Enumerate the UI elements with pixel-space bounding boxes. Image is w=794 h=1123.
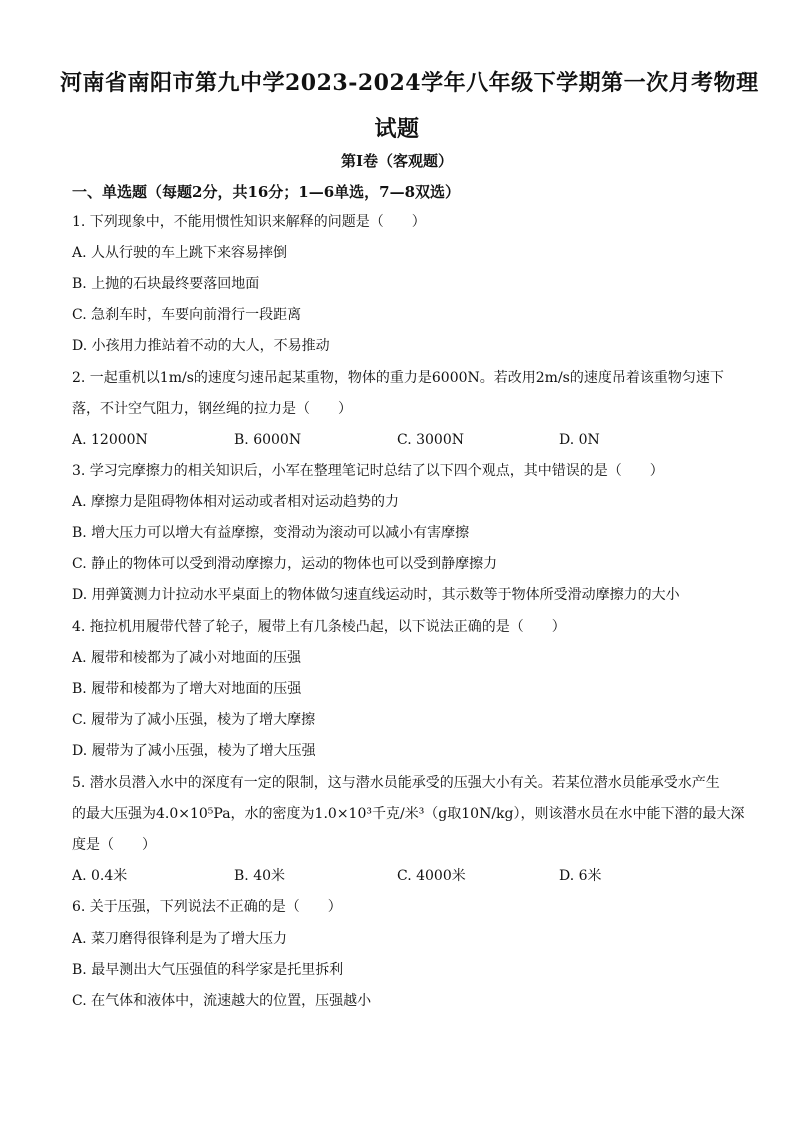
q2-option-d: D. 0N [559,432,600,448]
q6-option-a: A. 菜刀磨得很锋利是为了增大压力 [72,931,288,947]
q2-stem-line2: 落，不计空气阻力，钢丝绳的拉力是（ ） [72,401,352,417]
q2-option-b: B. 6000N [234,432,302,448]
q5-options [72,866,722,886]
q3-option-d: D. 用弹簧测力计拉动水平桌面上的物体做匀速直线运动时，其示数等于物体所受滑动摩擦力的大小 [72,587,680,603]
q4-option-c: C. 履带为了减小压强，棱为了增大摩擦 [72,712,316,728]
q1-option-a: A. 人从行驶的车上跳下来容易摔倒 [72,245,288,261]
q4-option-b: B. 履带和棱都为了增大对地面的压强 [72,681,302,697]
q2-stem-line1: 2. 一起重机以1m/s的速度匀速吊起某重物，物体的重力是6000N。若改用2m/s的速度吊着该重物匀速下 [72,370,724,386]
q5-option-c: C. 4000米 [397,868,466,884]
q1-option-b: B. 上抛的石块最终要落回地面 [72,276,260,292]
q5-stem-line2: 的最大压强为4.0×10⁵Pa，水的密度为1.0×10³千克/米³（g取10N/kg），则该潜水员在水中能下潜的最大深 [72,806,745,822]
q2-option-c: C. 3000N [397,432,464,448]
q5-option-a: A. 0.4米 [72,868,128,884]
q3-option-a: A. 摩擦力是阻碍物体相对运动或者相对运动趋势的力 [72,494,400,510]
q5-option-d: D. 6米 [559,868,602,884]
q1-option-d: D. 小孩用力推站着不动的大人，不易推动 [72,338,330,354]
q5-option-b: B. 40米 [234,868,286,884]
q2-option-a: A. 12000N [72,432,148,448]
q1-option-c: C. 急刹车时，车要向前滑行一段距离 [72,307,302,323]
exam-title-line1: 河南省南阳市第九中学2023-2024学年八年级下学期第一次月考物理 [60,70,759,96]
q4-option-a: A. 履带和棱都为了减小对地面的压强 [72,650,302,666]
q5-stem-line3: 度是（ ） [72,837,156,853]
exam-title-line2: 试题 [374,116,420,142]
q2-options [72,430,722,450]
q3-option-b: B. 增大压力可以增大有益摩擦，变滑动为滚动可以减小有害摩擦 [72,525,470,541]
q3-stem: 3. 学习完摩擦力的相关知识后，小军在整理笔记时总结了以下四个观点，其中错误的是（ ） [72,463,664,479]
q6-option-c: C. 在气体和液体中，流速越大的位置，压强越小 [72,993,372,1009]
section-heading: 一、单选题（每题2分，共16分；1—6单选，7—8双选） [72,183,461,201]
q1-stem: 1. 下列现象中，不能用惯性知识来解释的问题是（ ） [72,214,426,230]
q4-option-d: D. 履带为了减小压强，棱为了增大压强 [72,743,316,759]
q6-option-b: B. 最早测出大气压强值的科学家是托里拆利 [72,962,344,978]
volume-subtitle: 第Ⅰ卷（客观题） [340,152,454,170]
q3-option-c: C. 静止的物体可以受到滑动摩擦力，运动的物体也可以受到静摩擦力 [72,556,498,572]
q4-stem: 4. 拖拉机用履带代替了轮子，履带上有几条棱凸起，以下说法正确的是（ ） [72,619,566,635]
q5-stem-line1: 5. 潜水员潜入水中的深度有一定的限制，这与潜水员能承受的压强大小有关。若某位潜水员能承受水产生 [72,775,720,791]
q6-stem: 6. 关于压强，下列说法不正确的是（ ） [72,899,342,915]
